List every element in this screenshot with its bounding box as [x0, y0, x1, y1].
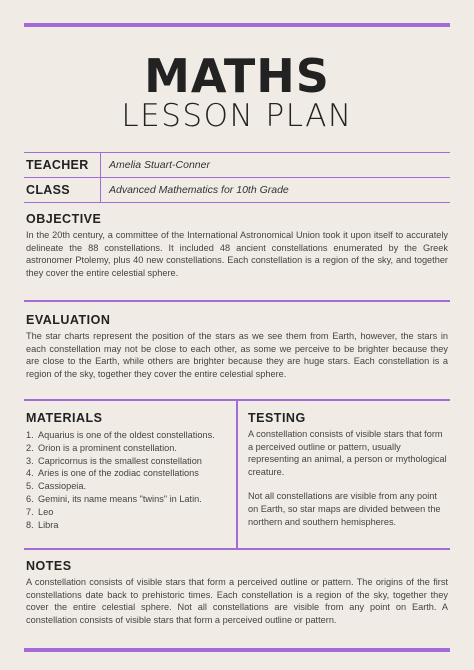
page-title: MATHS: [144, 49, 330, 103]
materials-list: [26, 429, 226, 531]
testing-text-1: A constellation consists of visible stars that form a perceived outline or pattern, usually representing an animal, a person or mythological creature.: [248, 429, 447, 477]
teacher-label: TEACHER: [24, 153, 101, 177]
bottom-accent-bar: [24, 648, 450, 652]
list-item: [26, 519, 226, 532]
notes-section: [26, 559, 448, 626]
objective-section: [26, 212, 448, 279]
list-item: [26, 480, 226, 493]
objective-heading: OBJECTIVE: [26, 212, 102, 226]
testing-section: [248, 411, 448, 528]
top-accent-bar: [24, 23, 450, 27]
materials-section: [26, 411, 226, 531]
evaluation-section: [26, 313, 448, 380]
list-item-number: 4.: [26, 468, 34, 479]
list-item-text: Cassiopeia.: [38, 481, 87, 492]
divider-materials: [24, 548, 450, 550]
list-item-number: 7.: [26, 506, 34, 517]
list-item-number: 3.: [26, 455, 34, 466]
class-row: [24, 178, 450, 203]
column-divider: [236, 400, 238, 548]
evaluation-heading: EVALUATION: [26, 313, 111, 327]
testing-heading: TESTING: [248, 411, 306, 425]
list-item-number: 1.: [26, 430, 34, 440]
testing-text-2: Not all constellations are visible from any point on Earth, so star maps are divided between the northern and southern hemispheres.: [248, 491, 441, 527]
objective-text: In the 20th century, a committee of the International Astronomical Union took it upon itself to accurately delineate the 88 constellations. It included 48 ancient constellations enumerated by the Greek astronomer Ptolemy, plus 40 new constellations. Each constellation is a region of the sky, and together they cover the entire celestial sphere.: [26, 230, 448, 278]
list-item-number: 6.: [26, 493, 34, 504]
list-item: [26, 493, 226, 506]
list-item-number: 5.: [26, 481, 34, 492]
divider-objective: [24, 300, 450, 302]
list-item: [26, 442, 226, 455]
list-item-number: 8.: [26, 519, 34, 530]
list-item-text: Gemini, its name means "twins" in Latin.: [38, 493, 202, 504]
list-item: [26, 506, 226, 519]
list-item-text: Capricornus is the smallest constellation: [38, 455, 202, 466]
list-item-text: Orion is a prominent constellation.: [38, 442, 177, 453]
list-item-text: Aries is one of the zodiac constellations: [38, 468, 199, 479]
list-item-text: Aquarius is one of the oldest constellations.: [38, 430, 215, 440]
list-item: [26, 429, 226, 442]
materials-heading: MATERIALS: [26, 411, 103, 425]
class-label: CLASS: [24, 178, 101, 202]
list-item: [26, 467, 226, 480]
evaluation-text: The star charts represent the position of the stars as we see them from Earth, however, the stars in each constellation may not be close to each other, as some we perceive to be brighter because they are close to the Earth, while others are brighter because they are huge stars. Each constellation is a region of the sky, together they cover the entire celestial sphere.: [26, 331, 448, 379]
page-subtitle: LESSON PLAN: [121, 98, 353, 134]
list-item: [26, 455, 226, 468]
notes-heading: NOTES: [26, 559, 72, 573]
teacher-value: Amelia Stuart-Conner: [109, 159, 210, 171]
list-item-text: Leo: [38, 506, 54, 517]
info-table: [24, 152, 450, 203]
notes-text: A constellation consists of visible stars that form a perceived outline or pattern. The origins of the first constellations date back to prehistoric times. Each constellation is a region of the sky, together they cover the entire celestial sphere. Not all constellations are visible from any point on Earth. A constellation consists of visible stars that form a perceived outline or pattern.: [26, 577, 448, 625]
list-item-number: 2.: [26, 442, 34, 453]
class-value: Advanced Mathematics for 10th Grade: [109, 184, 289, 196]
list-item-text: Libra: [38, 519, 59, 530]
teacher-row: [24, 152, 450, 178]
